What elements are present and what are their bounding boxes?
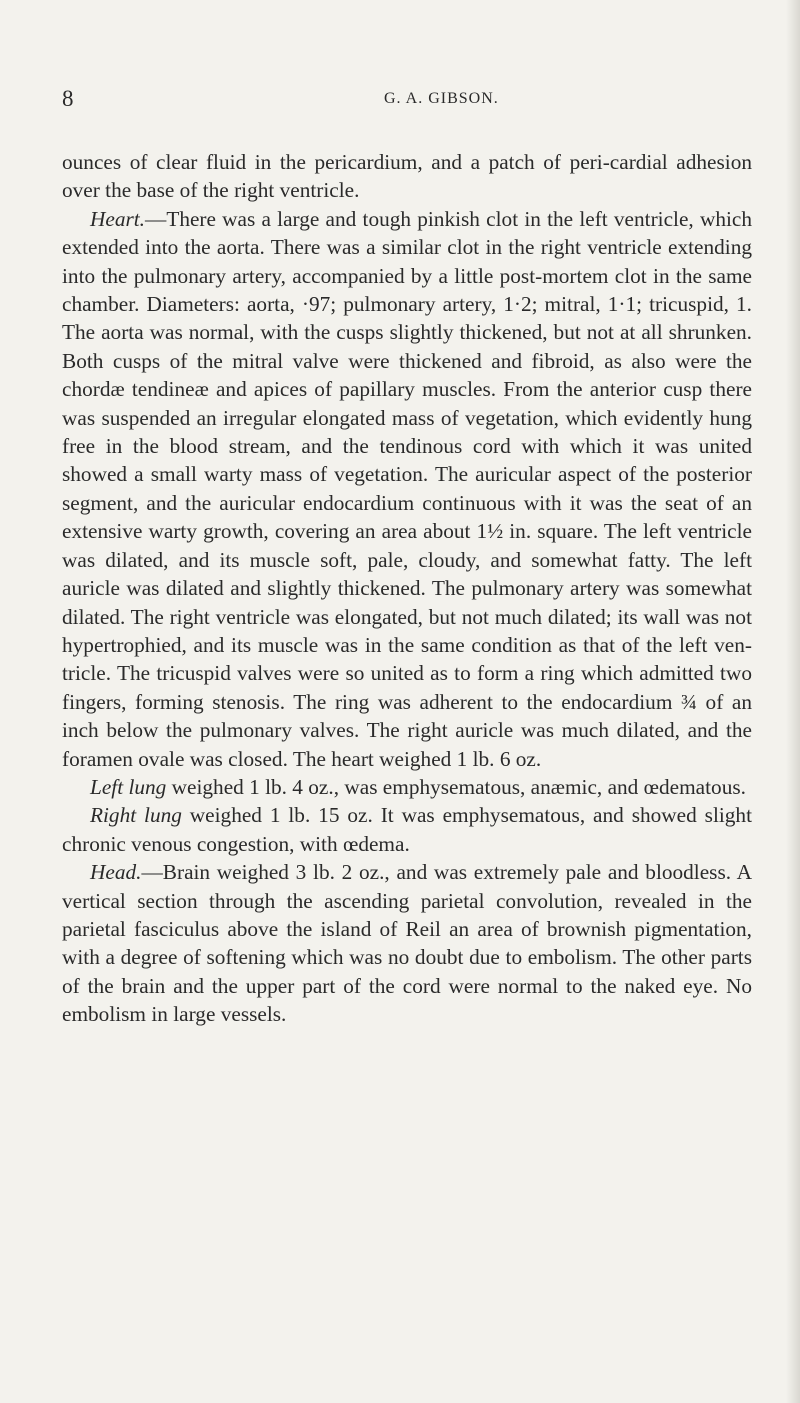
running-head: G. A. GIBSON. <box>384 90 499 107</box>
page-header <box>62 86 752 116</box>
paragraph-pericardium <box>62 148 752 205</box>
paragraph-text: —There was a large and tough pinkish clot in the left ventricle, which extended into the aorta. There was a similar clot in the right ventricle extending into the pulmonary artery, accompanied by a little post-mortem clot in the same chamber. Diameters: aorta, ·97; pulmonary artery, 1·2; mitral, 1·1; tricuspid, 1. The aorta was normal, with the cusps slightly thickened, but not at all shrunken. Both cusps of the mitral valve were thickened and fibroid, as also were the chordæ tendineæ and apices of papillary muscles. From the anterior cusp there was suspended an irregular elongated mass of vegetation, which evidently hung free in the blood stream, and the tendinous cord with which it was united showed a small warty mass of vegetation. The auricular aspect of the posterior segment, and the auricular endocardium continuous with it was the seat of an extensive warty growth, covering an area about 1½ in. square. The left ventricle was dilated, and its muscle soft, pale, cloudy, and somewhat fatty. The left auricle was dilated and slightly thickened. The pulmonary artery was somewhat dilated. The right ventricle was elongated, but not much dilated; its wall was not hypertrophied, and its muscle was in the same condition as that of the left ven-tricle. The tricuspid valves were so united as to form a ring which admitted two fingers, forming stenosis. The ring was adherent to the endocardium ¾ of an inch below the pulmonary valves. The right auricle was much dilated, and the foramen ovale was closed. The heart weighed 1 lb. 6 oz. <box>62 206 752 771</box>
body-text <box>62 148 752 1029</box>
paragraph-text: ounces of clear fluid in the pericardium, and a patch of peri-cardial adhesion over the base of the right ventricle. <box>62 150 752 203</box>
paragraph-left-lung <box>62 773 752 801</box>
paragraph-lead: Right lung <box>90 803 182 828</box>
page-edge-shadow <box>786 0 800 1403</box>
paragraph-head <box>62 858 752 1028</box>
paragraph-text: weighed 1 lb. 4 oz., was emphysematous, anæmic, and œdematous. <box>166 774 746 799</box>
paragraph-lead: Left lung <box>90 774 167 799</box>
paragraph-right-lung <box>62 801 752 858</box>
page-number: 8 <box>62 86 75 111</box>
paragraph-lead: Head. <box>90 860 142 885</box>
paragraph-text: —Brain weighed 3 lb. 2 oz., and was extremely pale and bloodless. A vertical section through the ascending parietal convolution, revealed in the parietal fasciculus above the island of Reil an area of brownish pigmentation, with a degree of softening which was no doubt due to embolism. The other parts of the brain and the upper part of the cord were normal to the naked eye. No embolism in large vessels. <box>62 860 752 1027</box>
paragraph-text: weighed 1 lb. 15 oz. It was emphysematous, and showed slight chronic venous congestion, with œdema. <box>62 803 752 856</box>
paragraph-lead: Heart. <box>90 206 146 231</box>
paragraph-heart <box>62 205 752 773</box>
